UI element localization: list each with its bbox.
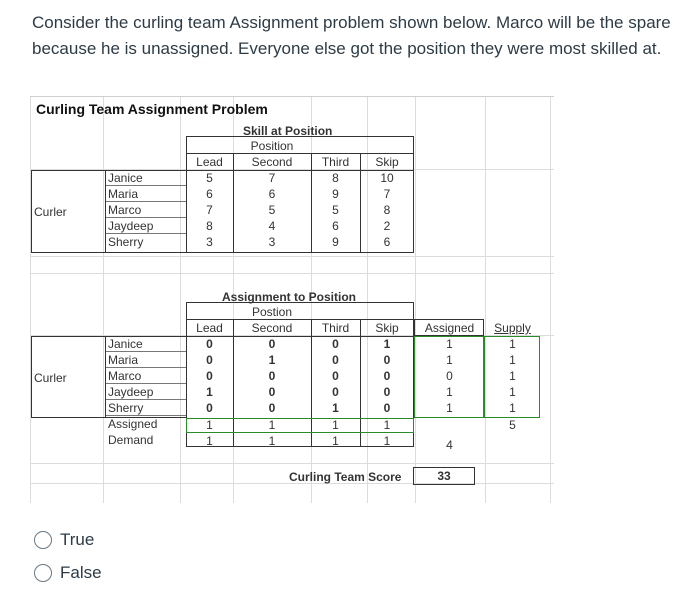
- skill-cell: 6: [383, 235, 391, 249]
- skill-cell: 2: [383, 219, 391, 233]
- assign-cell: 1: [509, 353, 516, 367]
- assign-cell: 0: [383, 369, 391, 383]
- assign-name-jaydeep: Jaydeep: [108, 385, 154, 399]
- skill-cell: 9: [332, 235, 339, 249]
- assign-total-cell: 1: [268, 418, 276, 432]
- assign-col-third: Third: [321, 321, 350, 335]
- skill-row-group: Curler: [34, 205, 67, 219]
- assign-name-marco: Marco: [108, 369, 142, 383]
- assign-name-assigned: Assigned: [108, 417, 158, 431]
- assign-cell: 0: [206, 369, 213, 383]
- assign-cell: 0: [268, 337, 276, 351]
- skill-cell: 7: [206, 203, 213, 217]
- skill-col-skip: Skip: [375, 155, 399, 169]
- assign-cell: 0: [446, 369, 453, 383]
- assign-total-cell: 1: [206, 418, 213, 432]
- assign-cell: 1: [383, 337, 391, 351]
- assign-name-maria: Maria: [108, 353, 139, 367]
- skill-cell: 9: [332, 187, 339, 201]
- assign-cell: 1: [446, 353, 453, 367]
- assigned-total-cell: 4: [446, 438, 453, 452]
- assignment-header: Assignment to Position: [222, 290, 357, 304]
- assign-cell: 1: [509, 401, 516, 415]
- assign-cell: 0: [332, 337, 339, 351]
- assign-cell: 0: [268, 369, 276, 383]
- assign-name-janice: Janice: [108, 337, 143, 351]
- skill-col-second: Second: [251, 155, 293, 169]
- assign-cell: 1: [509, 385, 516, 399]
- skill-cell: 5: [332, 203, 339, 217]
- choice-true[interactable]: [34, 530, 94, 550]
- skill-name-janice: Janice: [108, 171, 143, 185]
- sheet-title: Curling Team Assignment Problem: [36, 101, 268, 117]
- assignment-subheader: Postion: [251, 305, 293, 319]
- assign-name-demand: Demand: [108, 433, 154, 447]
- assign-row-group: Curler: [34, 371, 67, 385]
- assign-total-cell: 1: [332, 418, 339, 432]
- skill-cell: 3: [206, 235, 213, 249]
- assign-cell: 0: [206, 337, 213, 351]
- radio-circle-icon[interactable]: [34, 564, 52, 582]
- assign-total-cell: 1: [383, 418, 391, 432]
- assign-cell: 0: [268, 385, 276, 399]
- assign-cell: 1: [268, 353, 276, 367]
- question-text: Consider the curling team Assignment problem shown below. Marco will be the spare because he is unassigned. Everyone else got the position they were most skilled at.: [32, 13, 671, 58]
- skill-cell: 7: [268, 171, 276, 185]
- assign-cell: 1: [509, 337, 516, 351]
- skill-cell: 8: [383, 203, 391, 217]
- assign-cell: 1: [446, 401, 453, 415]
- assign-cell: 0: [332, 369, 339, 383]
- skill-cell: 4: [268, 219, 276, 233]
- choice-true-label: True: [60, 530, 95, 549]
- demand-cell: 1: [383, 434, 391, 448]
- skill-name-sherry: Sherry: [108, 235, 144, 249]
- skill-cell: 6: [332, 219, 339, 233]
- assign-col-lead: Lead: [196, 321, 223, 335]
- assign-cell: 0: [383, 353, 391, 367]
- skill-col-third: Third: [321, 155, 350, 169]
- supply-total-cell: 5: [509, 418, 516, 432]
- skill-subheader: Position: [250, 139, 294, 153]
- assign-col-skip: Skip: [375, 321, 399, 335]
- assign-cell: 1: [332, 401, 339, 415]
- spreadsheet-image: [30, 96, 554, 503]
- skill-name-maria: Maria: [108, 187, 139, 201]
- skill-cell: 6: [206, 187, 213, 201]
- radio-circle-icon[interactable]: [34, 531, 52, 549]
- assign-cell: 1: [446, 385, 453, 399]
- skill-cell: 8: [332, 171, 339, 185]
- choice-false[interactable]: [34, 563, 102, 583]
- assign-cell: 0: [332, 353, 339, 367]
- skill-cell: 5: [206, 171, 213, 185]
- skill-name-marco: Marco: [108, 203, 142, 217]
- skill-header: Skill at Position: [243, 124, 333, 138]
- assign-cell: 1: [509, 369, 516, 383]
- score-value: 33: [437, 469, 451, 483]
- skill-cell: 6: [268, 187, 276, 201]
- assign-col-assigned: Assigned: [424, 321, 475, 335]
- assign-cell: 0: [206, 401, 213, 415]
- skill-cell: 5: [268, 203, 276, 217]
- choice-false-label: False: [60, 563, 102, 582]
- assign-cell: 0: [206, 353, 213, 367]
- skill-cell: 3: [268, 235, 276, 249]
- skill-cell: 7: [383, 187, 391, 201]
- score-label: Curling Team Score: [289, 470, 402, 484]
- assign-cell: 0: [383, 385, 391, 399]
- assign-cell: 0: [383, 401, 391, 415]
- skill-name-jaydeep: Jaydeep: [108, 219, 154, 233]
- assign-cell: 0: [268, 401, 276, 415]
- assign-cell: 1: [206, 385, 213, 399]
- assign-name-sherry: Sherry: [108, 401, 144, 415]
- skill-cell: 10: [380, 171, 394, 185]
- demand-cell: 1: [268, 434, 276, 448]
- skill-col-lead: Lead: [196, 155, 223, 169]
- demand-cell: 1: [206, 434, 213, 448]
- demand-cell: 1: [332, 434, 339, 448]
- assign-col-second: Second: [251, 321, 293, 335]
- skill-cell: 8: [206, 219, 213, 233]
- assign-cell: 0: [332, 385, 339, 399]
- assign-cell: 1: [446, 337, 453, 351]
- assign-col-supply: Supply: [494, 321, 531, 335]
